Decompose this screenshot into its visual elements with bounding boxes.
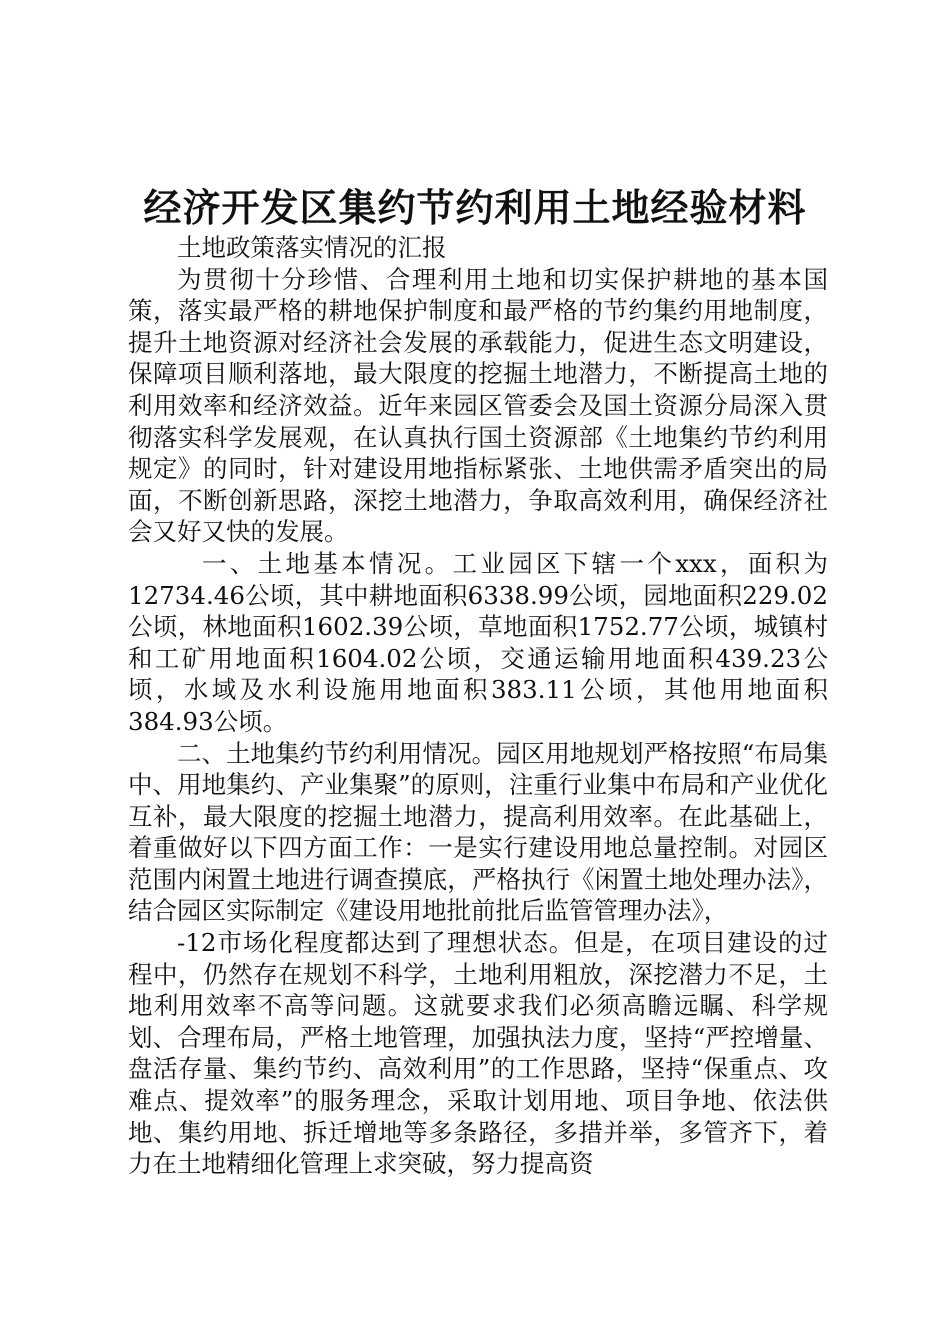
intro-paragraph: 为贯彻十分珍惜、合理利用土地和切实保护耕地的基本国策，落实最严格的耕地保护制度和最严格的节约集约用地制度，提升土地资源对经济社会发展的承载能力，促进生态文明建设，保障项目顺利落地，最大限度的挖掘土地潜力，不断提高土地的利用效率和经济效益。近年来园区管委会及国土资源分局深入贯彻落实科学发展观，在认真执行国土资源部《土地集约节约利用规定》的同时，针对建设用地指标紧张、土地供需矛盾突出的局面，不断创新思路，深挖土地潜力，争取高效利用，确保经济社会又好又快的发展。	[128, 264, 828, 547]
section-land-intensive-use: 二、土地集约节约利用情况。园区用地规划严格按照“布局集中、用地集约、产业集聚”的原则，注重行业集中布局和产业优化互补，最大限度的挖掘土地潜力，提高利用效率。在此基础上，着重做好以下四方面工作：一是实行建设用地总量控制。对园区范围内闲置土地进行调查摸底，严格执行《闲置土地处理办法》，结合园区实际制定《建设用地批前批后监管管理办法》，	[128, 738, 828, 926]
document-body	[128, 232, 828, 1180]
continuation-paragraph: -12市场化程度都达到了理想状态。但是，在项目建设的过程中，仍然存在规划不科学，土地利用粗放，深挖潜力不足，土地利用效率不高等问题。这就要求我们必须高瞻远瞩、科学规划、合理布局，严格土地管理，加强执法力度，坚持“严控增量、盘活存量、集约节约、高效利用”的工作思路，坚持“保重点、攻难点、提效率”的服务理念，采取计划用地、项目争地、依法供地、集约用地、拆迁增地等多条路径，多措并举，多管齐下，着力在土地精细化管理上求突破，努力提高资	[128, 928, 828, 1179]
section-land-basics: 一、土地基本情况。工业园区下辖一个xxx，面积为12734.46公顷，其中耕地面积6338.99公顷，园地面积229.02公顷，林地面积1602.39公顷，草地面积1752.77公顷，城镇村和工矿用地面积1604.02公顷，交通运输用地面积439.23公顷，水域及水利设施用地面积383.11公顷，其他用地面积384.93公顷。	[128, 548, 828, 736]
report-subtitle: 土地政策落实情况的汇报	[177, 233, 447, 262]
document-title: 经济开发区集约节约利用土地经验材料	[143, 186, 807, 230]
